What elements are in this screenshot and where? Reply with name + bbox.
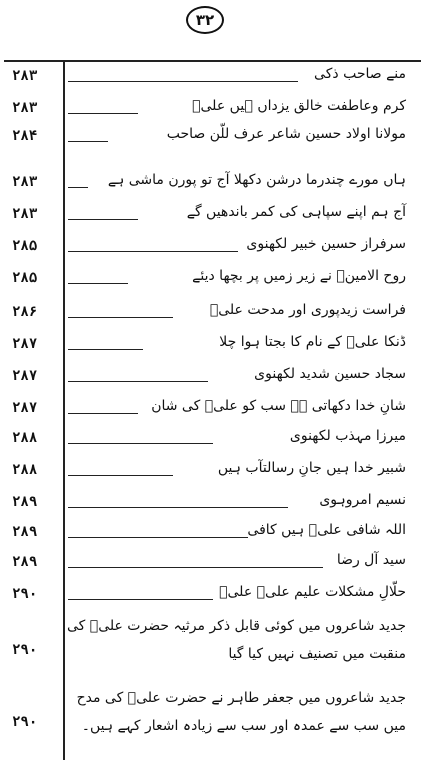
toc-page-ref: ۲۸۸ xyxy=(12,462,38,478)
toc-title: جدید شاعروں میں جعفر طاہر نے حضرت علیؑ کی مدح میں سب سے عمدہ اور سب سے زیادہ اشعار کہے ہیں۔ xyxy=(76,690,406,734)
toc-title: اللہ شافی علیؑ ہیں کافی xyxy=(247,522,406,538)
toc-title: شانِ خدا دکھاتی ہے سب کو علیؑ کی شان xyxy=(151,398,406,414)
toc-page-ref: ۲۸۷ xyxy=(12,368,38,384)
toc-entry xyxy=(4,492,420,516)
toc-entry xyxy=(4,552,420,576)
toc-page-ref: ۲۹۰ xyxy=(12,714,38,730)
toc-entry xyxy=(4,366,420,390)
toc-leader-line xyxy=(68,567,323,568)
toc-title: کرم وعاطفت خالق یزداں ہیں علیؑ xyxy=(192,98,406,114)
toc-title: ڈنکا علیؑ کے نام کا بجتا ہوا چلا xyxy=(219,334,406,350)
page-number-text: ۳۲ xyxy=(195,11,215,29)
top-rule xyxy=(4,60,421,62)
toc-leader-line xyxy=(68,317,173,318)
toc-page-ref: ۲۸۸ xyxy=(12,430,38,446)
toc-leader-line xyxy=(68,349,143,350)
toc-leader-line xyxy=(68,113,138,114)
toc-entry xyxy=(4,126,420,150)
toc-title: آج ہم اپنے سپاہی کی کمر باندھیں گے xyxy=(186,204,406,220)
toc-leader-line xyxy=(68,507,288,508)
toc-page-ref: ۲۸۷ xyxy=(12,336,38,352)
toc-title: سرفراز حسین خبیر لکھنوی xyxy=(246,236,406,252)
toc-entry xyxy=(4,302,420,326)
toc-page-ref: ۲۸۵ xyxy=(12,270,38,286)
toc-page-ref: ۲۹۰ xyxy=(12,586,38,602)
toc-leader-line xyxy=(68,283,128,284)
toc-leader-line xyxy=(68,251,238,252)
toc-title: سید آل رضا xyxy=(336,552,406,568)
toc-leader-line xyxy=(68,475,173,476)
toc-entry xyxy=(4,66,420,90)
toc-entry xyxy=(4,236,420,260)
toc-leader-line xyxy=(68,219,138,220)
toc-page-ref: ۲۸۹ xyxy=(12,524,38,540)
toc-entry xyxy=(4,204,420,228)
toc-page-ref: ۲۸۳ xyxy=(12,68,38,84)
toc-leader-line xyxy=(68,599,213,600)
toc-entry xyxy=(4,684,420,732)
toc-leader-line xyxy=(68,443,213,444)
toc-leader-line xyxy=(68,537,248,538)
toc-page-ref: ۲۸۹ xyxy=(12,494,38,510)
toc-entry xyxy=(4,334,420,358)
toc-entry xyxy=(4,398,420,422)
toc-entry xyxy=(4,428,420,452)
toc-title: سجاد حسین شدید لکھنوی xyxy=(254,366,406,382)
toc-title: جدید شاعروں میں کوئی قابل ذکر مرثیہ حضرت علیؑ کی منقبت میں تصنیف نہیں کیا گیا xyxy=(67,618,406,662)
toc-entry xyxy=(4,522,420,546)
toc-page-ref: ۲۸۳ xyxy=(12,100,38,116)
toc-entry xyxy=(4,98,420,122)
toc-page-ref: ۲۸۳ xyxy=(12,174,38,190)
toc-page-ref: ۲۸۴ xyxy=(12,128,38,144)
toc-title: شبیر خدا ہیں جانِ رسالتآب ہیں xyxy=(217,460,406,476)
page-number xyxy=(186,6,224,34)
toc-title: مولانا اولاد حسین شاعر عرف للّن صاحب xyxy=(166,126,406,142)
toc-title: منے صاحب ذکی xyxy=(314,66,406,82)
toc-title: ہاں مورے چندرما درشن دکھلا آج تو پورن ماشی ہے xyxy=(107,172,406,188)
toc-entry xyxy=(4,460,420,484)
toc-title: فراست زیدپوری اور مدحت علیؑ xyxy=(209,302,406,318)
toc-page-ref: ۲۸۳ xyxy=(12,206,38,222)
toc-entry xyxy=(4,172,420,196)
toc-entry xyxy=(4,612,420,660)
toc-leader-line xyxy=(68,81,298,82)
toc-entry xyxy=(4,268,420,292)
toc-page-ref: ۲۹۰ xyxy=(12,642,38,658)
toc-leader-line xyxy=(68,381,208,382)
toc-page-ref: ۲۸۵ xyxy=(12,238,38,254)
toc-page-ref: ۲۸۹ xyxy=(12,554,38,570)
toc-title: حلّالِ مشکلات علیم علیؑ علیؑ xyxy=(219,584,406,600)
toc-leader-line xyxy=(68,187,88,188)
toc-title: میرزا مہذب لکھنوی xyxy=(289,428,406,444)
toc-page-ref: ۲۸۶ xyxy=(12,304,38,320)
toc-leader-line xyxy=(68,141,108,142)
toc-page-ref: ۲۸۷ xyxy=(12,400,38,416)
toc-leader-line xyxy=(68,413,138,414)
toc-title: نسیم امروہوی xyxy=(319,492,406,508)
toc-title: روح الامینؑ نے زیر زمیں پر بچھا دیئے xyxy=(192,268,406,284)
toc-entry xyxy=(4,584,420,608)
